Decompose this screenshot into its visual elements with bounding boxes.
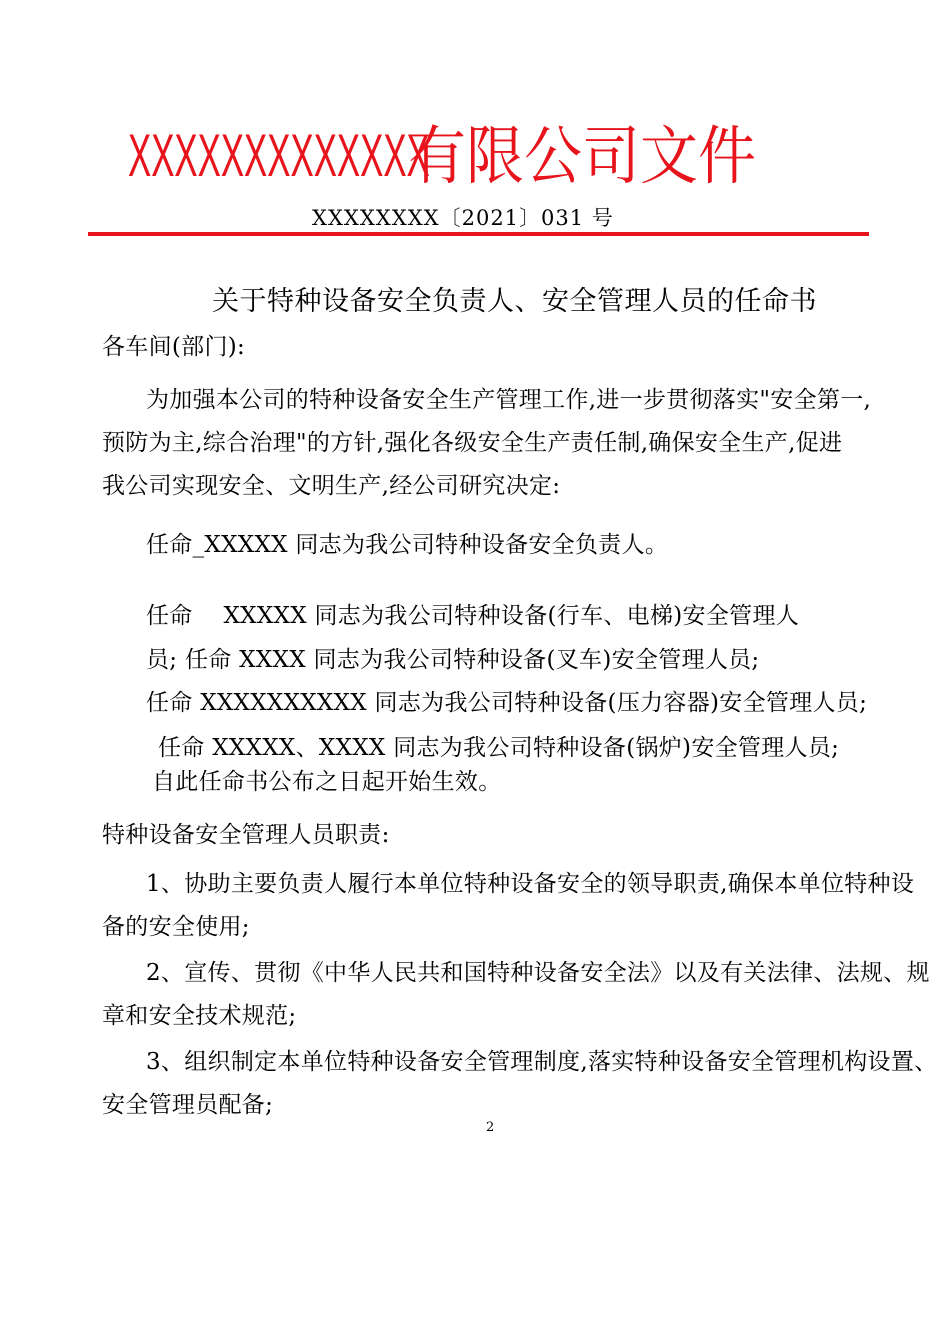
intro-line-2: 预防为主,综合治理"的方针,强化各级安全生产责任制,确保安全生产,促进 — [102, 430, 843, 456]
duty-1-line-2: 备的安全使用; — [102, 914, 250, 940]
intro-line-1: 为加强本公司的特种设备安全生产管理工作,进一步贯彻落实"安全第一, — [146, 387, 872, 413]
duty-1-line-1: 1、协助主要负责人履行本单位特种设备安全的领导职责,确保本单位特种设 — [146, 871, 915, 897]
duty-3-line-2: 安全管理员配备; — [102, 1092, 274, 1118]
intro-line-3: 我公司实现安全、文明生产,经公司研究决定: — [102, 473, 561, 499]
duty-2-line-1: 2、宣传、贯彻《中华人民共和国特种设备安全法》以及有关法律、法规、规 — [146, 960, 930, 986]
salutation: 各车间(部门): — [102, 334, 246, 360]
appointment-pressure-vessel: 任命 XXXXXXXXXX 同志为我公司特种设备(压力容器)安全管理人员; — [146, 690, 868, 716]
appointment-crane-elevator-line-1: 任命 XXXXX 同志为我公司特种设备(行车、电梯)安全管理人 — [146, 603, 800, 629]
duties-heading: 特种设备安全管理人员职责: — [102, 822, 390, 848]
duty-3-line-1: 3、组织制定本单位特种设备安全管理制度,落实特种设备安全管理机构设置、 — [146, 1049, 938, 1075]
appointment-crane-elevator-line-2: 员; 任命 XXXX 同志为我公司特种设备(叉车)安全管理人员; — [146, 647, 760, 673]
org-name-prefix: XXXXXXXXXXXXX — [128, 122, 430, 189]
appointment-safety-lead: 任命_XXXXX 同志为我公司特种设备安全负责人。 — [146, 532, 669, 558]
red-header-rule — [88, 232, 869, 236]
document-number: XXXXXXXX〔2021〕031 号 — [312, 206, 614, 230]
red-header-title — [128, 116, 757, 196]
document-title: 关于特种设备安全负责人、安全管理人员的任命书 — [212, 286, 817, 317]
duty-2-line-2: 章和安全技术规范; — [102, 1003, 297, 1029]
org-name-suffix: 有限公司文件 — [408, 120, 757, 193]
page-number: 2 — [486, 1120, 495, 1135]
appointment-boiler: 任命 XXXXX、XXXX 同志为我公司特种设备(锅炉)安全管理人员; — [158, 735, 840, 761]
effective-statement: 自此任命书公布之日起开始生效。 — [152, 769, 502, 795]
